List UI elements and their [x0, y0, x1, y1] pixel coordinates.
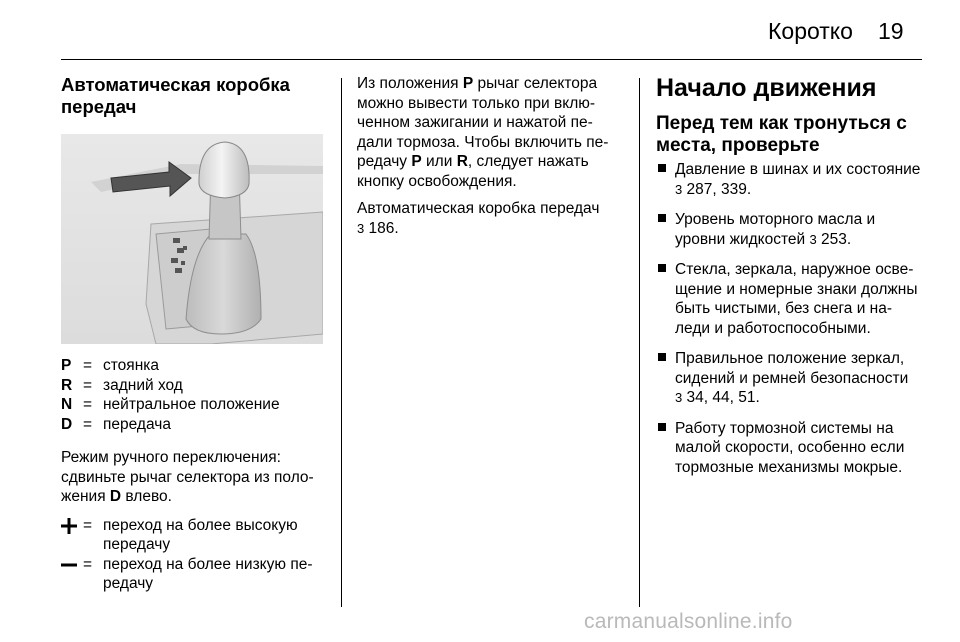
column-divider: [639, 78, 640, 607]
subheading: Перед тем как тронуться с места, проверьте: [656, 113, 907, 156]
page-reference[interactable]: 34, 44, 51.: [686, 389, 760, 406]
legend-row: = переход на более высокую передачу: [61, 516, 329, 555]
legend-key: P: [61, 357, 72, 374]
legend-value: стоянка: [103, 357, 159, 374]
list-item: Давление в шинах и их состояние 3 287, 339.: [656, 160, 926, 199]
watermark: carmanualsonline.info: [584, 610, 793, 633]
column-automatic-transmission: [61, 74, 329, 594]
bullet-icon: [658, 423, 666, 431]
column-starting-off: [656, 74, 926, 488]
page-number: 19: [878, 18, 904, 44]
minus-icon: [61, 555, 83, 594]
page-reference[interactable]: 253.: [821, 230, 852, 248]
list-item: Правильное положение зеркал, сидений и ремней безопасности 3 34, 44, 51.: [656, 349, 926, 408]
reference-arrow-icon: 3: [809, 231, 817, 247]
legend-value: передача: [103, 415, 171, 433]
plus-icon: [61, 516, 83, 555]
gear-selector-drawing: [61, 134, 323, 344]
legend-row: P = стоянка: [61, 356, 280, 376]
legend-value: переход на более высокую передачу: [103, 516, 298, 553]
legend-key: R: [61, 376, 73, 394]
legend-row: N = нейтральное положение: [61, 396, 280, 413]
list-item: Стекла, зеркала, наружное осве-щение и номерные знаки должны быть чистыми, без снега и на-леди и работоспособными.: [656, 260, 926, 338]
list-item: Работу тормозной системы на малой скорости, особенно если тормозные механизмы мокрые.: [656, 419, 926, 478]
legend-row: R = задний ход: [61, 376, 280, 396]
legend-value: нейтральное положение: [103, 396, 280, 413]
gear-selector-illustration: [61, 134, 323, 344]
bullet-icon: [658, 264, 666, 272]
reference-arrow-icon: 3: [357, 220, 365, 236]
reference-arrow-icon: 3: [675, 181, 683, 197]
manual-mode-paragraph: Режим ручного переключения: сдвиньте рычаг селектора из поло-жения D влево.: [61, 449, 314, 505]
page-reference[interactable]: 287, 339.: [686, 180, 752, 198]
legend-row: D = передача: [61, 415, 280, 435]
legend-row: = переход на более низкую пе-редачу: [61, 555, 329, 594]
column-divider: [341, 78, 342, 607]
checklist: [656, 160, 926, 477]
cross-reference-paragraph: Автоматическая коробка передач 3 186.: [357, 200, 600, 237]
selector-paragraph: Из положения P рычаг селектора можно вывести только при вклю-ченном зажигании и нажатой пе-дали тормоза. Чтобы включить пе-редачу P или R, следует нажать кнопку освобождения.: [357, 75, 609, 190]
header-rule: [61, 59, 922, 60]
bullet-icon: [658, 353, 666, 361]
legend-value: переход на более низкую пе-редачу: [103, 555, 313, 592]
legend-value: задний ход: [103, 376, 183, 394]
section-heading: Автоматическая коробка передач: [61, 74, 290, 117]
section-title: Коротко: [768, 18, 853, 44]
reference-arrow-icon: 3: [675, 390, 683, 405]
section-heading: Начало движения: [656, 74, 877, 102]
shift-legend: [61, 516, 329, 594]
legend-key: N: [61, 396, 73, 413]
gear-legend: [61, 356, 280, 434]
list-item: Уровень моторного масла и уровни жидкостей 3 253.: [656, 210, 926, 249]
column-selector-notes: [357, 74, 625, 238]
bullet-icon: [658, 164, 666, 172]
bullet-icon: [658, 214, 666, 222]
legend-key: D: [61, 415, 73, 433]
page-reference[interactable]: 186.: [368, 219, 399, 237]
